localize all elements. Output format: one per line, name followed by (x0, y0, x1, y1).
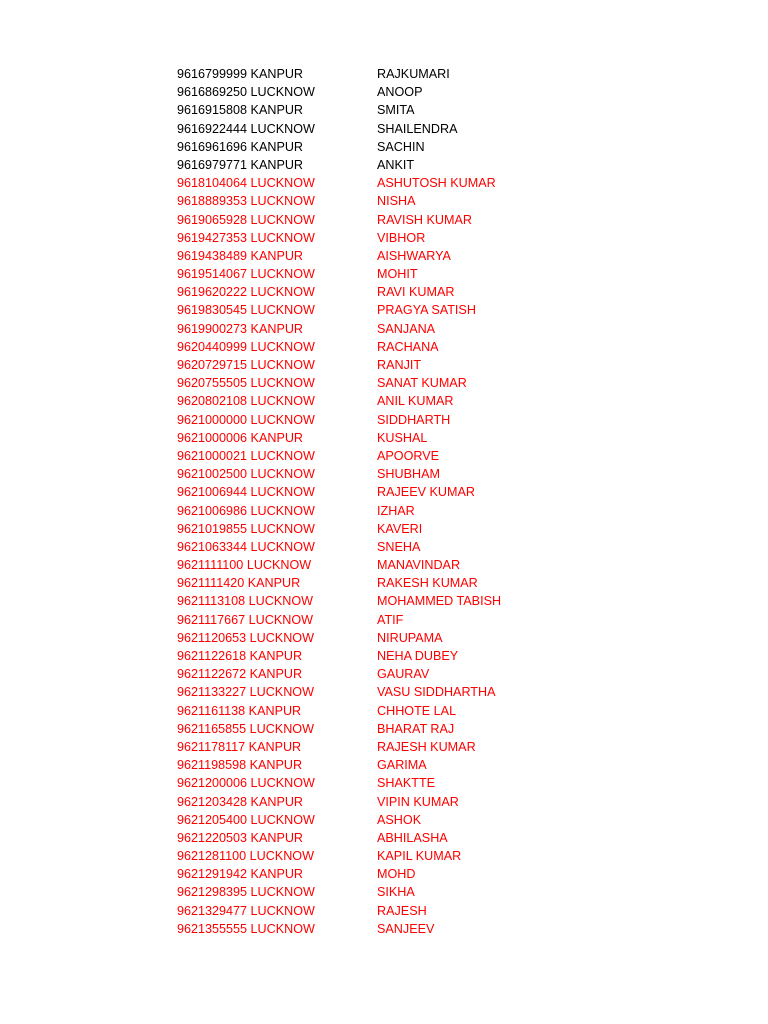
list-item (177, 520, 597, 538)
city: KANPUR (250, 430, 304, 445)
city: LUCKNOW (250, 903, 315, 918)
person-name: MOHAMMED TABISH (377, 594, 502, 609)
person-name: RACHANA (377, 339, 439, 354)
phone-city-cell (177, 902, 377, 920)
phone-number: 9621002500 (177, 467, 248, 482)
phone-city-cell (177, 829, 377, 847)
phone-number: 9621329477 (177, 903, 248, 918)
city: LUCKNOW (250, 194, 315, 209)
person-name: ABHILASHA (377, 830, 448, 845)
person-name: PRAGYA SATISH (377, 303, 476, 318)
phone-city-cell (177, 502, 377, 520)
list-item (177, 447, 597, 465)
city: LUCKNOW (250, 448, 315, 463)
city: KANPUR (249, 649, 303, 663)
person-name: NISHA (377, 194, 416, 209)
phone-number: 9619514067 (177, 267, 248, 282)
person-name: SMITA (377, 103, 415, 118)
person-name: MANAVINDAR (377, 558, 461, 573)
phone-city-cell (177, 574, 377, 592)
list-item (177, 611, 597, 629)
list-item (177, 902, 597, 920)
list-item (177, 647, 597, 665)
phone-city-cell (177, 447, 377, 465)
phone-city-cell (177, 320, 377, 338)
person-name: NEHA DUBEY (377, 649, 459, 663)
phone-city-cell (177, 883, 377, 901)
person-name: SANJANA (377, 321, 436, 336)
list-item (177, 101, 597, 119)
city: KANPUR (250, 794, 304, 809)
phone-city-cell (177, 556, 377, 574)
list-item (177, 774, 597, 792)
phone-number: 9621000006 (177, 430, 248, 445)
city: LUCKNOW (250, 485, 315, 500)
person-name: MOHIT (377, 267, 418, 282)
list-item (177, 738, 597, 756)
city: KANPUR (248, 703, 302, 718)
person-name: RAKESH KUMAR (377, 576, 478, 591)
phone-city-cell (177, 411, 377, 429)
phone-city-cell (177, 83, 377, 101)
phone-number: 9621113108 (177, 594, 246, 609)
phone-city-cell (177, 338, 377, 356)
phone-city-cell (177, 483, 377, 501)
list-item (177, 756, 597, 774)
phone-city-cell (177, 738, 377, 756)
list-item (177, 811, 597, 829)
phone-number: 9616979771 (177, 157, 248, 172)
city: LUCKNOW (250, 503, 315, 518)
list-item (177, 629, 597, 647)
city: LUCKNOW (250, 176, 315, 191)
person-name: SANAT KUMAR (377, 376, 467, 391)
person-name: ANOOP (377, 85, 423, 100)
city: LUCKNOW (249, 849, 314, 864)
city: KANPUR (249, 667, 303, 682)
person-name: SIDDHARTH (377, 412, 451, 427)
phone-number: 9621165855 (177, 721, 247, 736)
phone-number: 9616915808 (177, 103, 248, 118)
person-name: RAJESH KUMAR (377, 739, 476, 754)
person-name: BHARAT RAJ (377, 721, 455, 736)
phone-number: 9621291942 (177, 867, 248, 882)
person-name: VIPIN KUMAR (377, 794, 459, 809)
city: LUCKNOW (250, 921, 315, 936)
city: LUCKNOW (250, 285, 315, 300)
city: LUCKNOW (250, 812, 315, 827)
phone-number: 9616961696 (177, 139, 248, 154)
phone-city-cell (177, 920, 377, 938)
person-name: SHAILENDRA (377, 121, 458, 136)
city: KANPUR (250, 157, 304, 172)
list-item (177, 683, 597, 701)
list-item (177, 411, 597, 429)
phone-city-cell (177, 301, 377, 319)
city: LUCKNOW (250, 412, 315, 427)
phone-number: 9621178117 (177, 739, 246, 754)
phone-number: 9621000000 (177, 412, 248, 427)
list-item (177, 156, 597, 174)
person-name: MOHD (377, 867, 416, 882)
person-name: IZHAR (377, 503, 415, 518)
list-item (177, 920, 597, 938)
person-name: SIKHA (377, 885, 415, 900)
phone-number: 9620755505 (177, 376, 248, 391)
person-name: KUSHAL (377, 430, 428, 445)
person-name: SACHIN (377, 139, 425, 154)
city: LUCKNOW (250, 85, 315, 100)
phone-number: 9621203428 (177, 794, 248, 809)
person-name: ATIF (377, 612, 404, 627)
phone-city-cell (177, 211, 377, 229)
phone-number: 9621355555 (177, 921, 248, 936)
list-item (177, 174, 597, 192)
list-item (177, 429, 597, 447)
list-item (177, 138, 597, 156)
city: LUCKNOW (250, 121, 315, 136)
person-name: SANJEEV (377, 921, 435, 936)
person-name: GAURAV (377, 667, 430, 682)
phone-city-cell (177, 629, 377, 647)
phone-number: 9621133227 (177, 685, 247, 700)
phone-number: 9621019855 (177, 521, 248, 536)
phone-number: 9616922444 (177, 121, 248, 136)
phone-number: 9621122618 (177, 649, 247, 663)
list-item (177, 702, 597, 720)
person-name: RAVISH KUMAR (377, 212, 472, 227)
phone-city-cell (177, 756, 377, 774)
list-item (177, 574, 597, 592)
phone-number: 9621006944 (177, 485, 248, 500)
person-name: APOORVE (377, 448, 440, 463)
list-item (177, 883, 597, 901)
phone-city-cell (177, 120, 377, 138)
city: KANPUR (250, 867, 304, 882)
city: LUCKNOW (250, 539, 315, 554)
phone-city-cell (177, 665, 377, 683)
city: LUCKNOW (250, 885, 315, 900)
list-item (177, 392, 597, 410)
phone-number: 9619438489 (177, 248, 248, 263)
phone-number: 9619065928 (177, 212, 248, 227)
person-name: AISHWARYA (377, 248, 451, 263)
list-item (177, 465, 597, 483)
phone-number: 9621006986 (177, 503, 248, 518)
phone-number: 9619830545 (177, 303, 248, 318)
person-name: SNEHA (377, 539, 421, 554)
phone-number: 9621120653 (177, 630, 247, 645)
list-item (177, 356, 597, 374)
city: LUCKNOW (250, 212, 315, 227)
person-name: RANJIT (377, 358, 422, 372)
list-item (177, 338, 597, 356)
phone-city-cell (177, 283, 377, 301)
phone-city-cell (177, 793, 377, 811)
person-name: ANKIT (377, 157, 415, 172)
person-name: SHAKTTE (377, 776, 436, 791)
phone-number: 9620802108 (177, 394, 248, 409)
person-name: RAJESH (377, 903, 427, 918)
list-item (177, 120, 597, 138)
person-name: VIBHOR (377, 230, 426, 245)
phone-city-cell (177, 683, 377, 701)
city: LUCKNOW (250, 230, 315, 245)
person-name: RAVI KUMAR (377, 285, 455, 300)
city: KANPUR (250, 321, 304, 336)
phone-number: 9619900273 (177, 321, 248, 336)
phone-number: 9620440999 (177, 339, 248, 354)
phone-city-cell (177, 538, 377, 556)
list-item (177, 265, 597, 283)
list-item (177, 192, 597, 210)
person-name: CHHOTE LAL (377, 703, 457, 718)
list-item (177, 793, 597, 811)
phone-city-cell (177, 702, 377, 720)
phone-number: 9618104064 (177, 176, 248, 191)
phone-number: 9616869250 (177, 85, 248, 100)
city: LUCKNOW (250, 394, 315, 409)
city: KANPUR (250, 67, 304, 81)
city: LUCKNOW (248, 594, 314, 609)
phone-city-cell (177, 192, 377, 210)
phone-number: 9621000021 (177, 448, 248, 463)
phone-number: 9621200006 (177, 776, 248, 791)
phone-city-cell (177, 392, 377, 410)
list-item (177, 556, 597, 574)
list-item (177, 374, 597, 392)
list-item (177, 865, 597, 883)
phone-number: 9616799999 (177, 67, 248, 81)
phone-city-cell (177, 465, 377, 483)
phone-number: 9621298395 (177, 885, 248, 900)
list-item (177, 229, 597, 247)
phone-city-cell (177, 811, 377, 829)
list-item (177, 502, 597, 520)
city: LUCKNOW (248, 612, 314, 627)
city: KANPUR (250, 248, 304, 263)
phone-number: 9621063344 (177, 539, 248, 554)
city: KANPUR (250, 830, 304, 845)
phone-city-cell (177, 265, 377, 283)
phone-city-cell (177, 520, 377, 538)
list-item (177, 483, 597, 501)
phone-number: 9619427353 (177, 230, 248, 245)
list-item (177, 592, 597, 610)
person-name: RAJKUMARI (377, 67, 450, 81)
phone-city-cell (177, 592, 377, 610)
phone-city-cell (177, 611, 377, 629)
city: LUCKNOW (250, 339, 315, 354)
phone-number: 9621117667 (177, 612, 246, 627)
person-name: ANIL KUMAR (377, 394, 454, 409)
phone-city-cell (177, 374, 377, 392)
phone-number: 9621161138 (177, 703, 246, 718)
phone-city-cell (177, 774, 377, 792)
city: KANPUR (247, 576, 301, 591)
phone-number: 9619620222 (177, 285, 248, 300)
list-item (177, 83, 597, 101)
phone-city-cell (177, 229, 377, 247)
list-item (177, 538, 597, 556)
phone-number: 9621198598 (177, 758, 247, 773)
list-item (177, 847, 597, 865)
phone-city-cell (177, 156, 377, 174)
list-item (177, 211, 597, 229)
phone-number: 9621111100 (177, 558, 244, 573)
city: LUCKNOW (250, 467, 315, 482)
city: LUCKNOW (246, 558, 312, 573)
list-item (177, 665, 597, 683)
city: LUCKNOW (250, 303, 315, 318)
person-name: GARIMA (377, 758, 427, 773)
phone-city-cell (177, 138, 377, 156)
city: LUCKNOW (249, 685, 314, 700)
phone-number: 9621111420 (177, 576, 245, 591)
city: LUCKNOW (250, 358, 315, 372)
phone-number: 9621205400 (177, 812, 248, 827)
phone-city-cell (177, 647, 377, 665)
city: KANPUR (249, 758, 303, 773)
phone-number: 9621122672 (177, 667, 247, 682)
list-item (177, 720, 597, 738)
person-name: KAVERI (377, 521, 423, 536)
phone-number: 9620729715 (177, 358, 248, 372)
person-name: KAPIL KUMAR (377, 849, 462, 864)
city: KANPUR (250, 139, 304, 154)
list-item (177, 829, 597, 847)
city: KANPUR (248, 739, 302, 754)
phone-city-cell (177, 65, 377, 83)
city: LUCKNOW (250, 376, 315, 391)
phone-city-cell (177, 429, 377, 447)
phone-city-cell (177, 101, 377, 119)
city: KANPUR (250, 103, 304, 118)
person-name: SHUBHAM (377, 467, 440, 482)
person-name: ASHUTOSH KUMAR (377, 176, 496, 191)
person-name: ASHOK (377, 812, 422, 827)
phone-city-cell (177, 865, 377, 883)
list-item (177, 320, 597, 338)
city: LUCKNOW (250, 521, 315, 536)
phone-city-cell (177, 356, 377, 374)
city: LUCKNOW (250, 776, 315, 791)
contact-list (177, 65, 597, 938)
phone-number: 9621281100 (177, 849, 247, 864)
phone-city-cell (177, 174, 377, 192)
phone-number: 9618889353 (177, 194, 248, 209)
city: LUCKNOW (249, 630, 314, 645)
person-name: NIRUPAMA (377, 630, 443, 645)
city: LUCKNOW (249, 721, 314, 736)
phone-city-cell (177, 720, 377, 738)
phone-number: 9621220503 (177, 830, 248, 845)
phone-city-cell (177, 847, 377, 865)
list-item (177, 301, 597, 319)
phone-city-cell (177, 247, 377, 265)
list-item (177, 283, 597, 301)
person-name: RAJEEV KUMAR (377, 485, 475, 500)
person-name: VASU SIDDHARTHA (377, 685, 496, 700)
list-item (177, 65, 597, 83)
city: LUCKNOW (250, 267, 315, 282)
list-item (177, 247, 597, 265)
